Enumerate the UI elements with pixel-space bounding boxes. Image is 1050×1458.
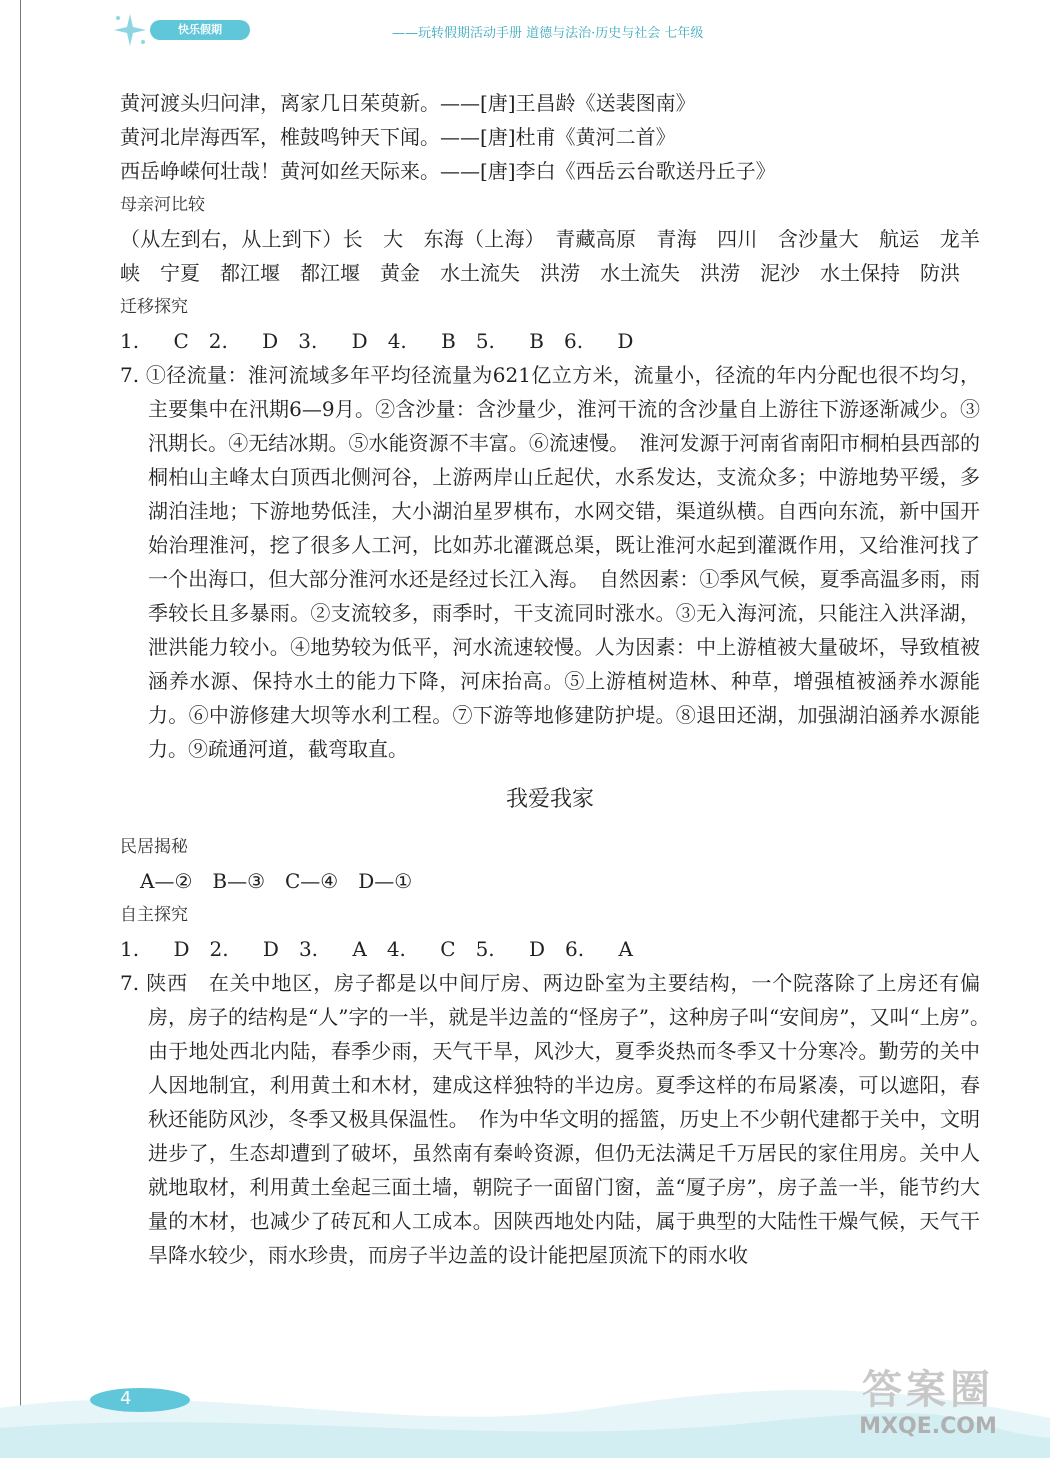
self-study-choice-answers: 1. D 2. D 3. A 4. C 5. D 6. A [120,937,633,961]
page-content [120,86,1000,1272]
book-logo [110,16,260,46]
self-study-q7-answer: 7. 陕西 在关中地区，房子都是以中间厅房、两边卧室为主要结构，一个院落除了上房还有偏房，房子的结构是“人”字的一半，就是半边盖的“怪房子”，这种房子叫“安间房”，又叫“上房”。 由于地处西北内陆，春季少雨，天气干旱，风沙大，夏季炎热而冬季又十分寒冷。勤劳的关中人因地制宜，利用黄土和木材，建成这样独特的半边房。夏季这样的布局紧凑，可以遮阳，春秋还能防风沙，冬季又极具保温性。 作为中华文明的摇篮，历史上不少朝代建都于关中，文明进步了，生态却遭到了破坏，虽然南有秦岭资源，但仍无法满足千万居民的家住用房。关中人就地取材，利用黄土垒起三面土墙，朝院子一面留门窗，盖“厦子房”，房子盖一半，能节约大量的木材，也减少了砖瓦和人工成本。因陕西地处内陆，属于典型的大陆性干燥气候，天气干旱降水较少，雨水珍贵，而房子半边盖的设计能把屋顶流下的雨水收 [120,971,1000,1267]
watermark-logo: 答案圈 [862,1367,994,1413]
left-margin-rule [20,0,21,1458]
page-header [110,14,703,48]
transfer-q7-answer: 7. ①径流量：淮河流域多年平均径流量为621亿立方米，流量小，径流的年内分配也很不均匀，主要集中在汛期6—9月。②含沙量：含沙量少，淮河干流的含沙量自上游往下游逐渐减少。③汛期长。④无结冰期。⑤水能资源不丰富。⑥流速慢。 淮河发源于河南省南阳市桐柏县西部的桐柏山主峰太白顶西北侧河谷，上游两岸山丘起伏，水系发达，支流众多；中游地势平缓，多湖泊洼地；下游地势低洼，大小湖泊星罗棋布，水网交错，渠道纵横。自西向东流，新中国开始治理淮河，挖了很多人工河，比如苏北灌溉总渠，既让淮河水起到灌溉作用，又给淮河找了一个出海口，但大部分淮河水还是经过长江入海。 自然因素：①季风气候，夏季高温多雨，雨季较长且多暴雨。②支流较多，雨季时，干支流同时涨水。③无入海河流，只能注入洪泽湖，泄洪能力较小。④地势较为低平，河水流速较慢。人为因素：中上游植被大量破坏，导致植被涵养水源、保持水土的能力下降，河床抬高。⑤上游植树造林、种草，增强植被涵养水源能力。⑥中游修建大坝等水利工程。⑦下游等地修建防护堤。⑧退田还湖，加强湖泊涵养水源能力。⑨疏通河道，截弯取直。 [120,363,980,761]
transfer-heading: 迁移探究 [120,297,188,317]
poem-line: 黄河北岸海西军，椎鼓鸣钟天下闻。——[唐]杜甫《黄河二首》 [120,125,676,149]
poem-line: 西岳峥嵘何壮哉！黄河如丝天际来。——[唐]李白《西岳云台歌送丹丘子》 [120,159,776,183]
transfer-choice-answers: 1. C 2. D 3. D 4. B 5. B 6. D [120,329,634,353]
logo-badge: 快乐假期 [150,20,250,40]
comparison-answers: （从左到右，从上到下）长 大 东海（上海） 青藏高原 青海 四川 含沙量大 航运 龙羊峡 宁夏 都江堰 都江堰 黄金 水土流失 洪涝 水土流失 洪涝 泥沙 水土保持 防洪 [120,227,980,285]
watermark-url: MXQE.COM [859,1414,997,1439]
residence-answers: A—② B—③ C—④ D—① [140,869,413,893]
comparison-heading: 母亲河比较 [120,195,205,215]
poem-line: 黄河渡头归问津，离家几日茱萸新。——[唐]王昌龄《送裴图南》 [120,91,696,115]
sparkle-icon [110,10,150,50]
header-subtitle: ——玩转假期活动手册 道德与法治·历史与社会 七年级 [392,25,704,41]
section-title: 我爱我家 [505,787,594,812]
residence-heading: 民居揭秘 [120,837,188,857]
page-number: 4 [120,1388,132,1409]
self-study-heading: 自主探究 [120,905,188,925]
site-watermark [828,1366,1028,1446]
